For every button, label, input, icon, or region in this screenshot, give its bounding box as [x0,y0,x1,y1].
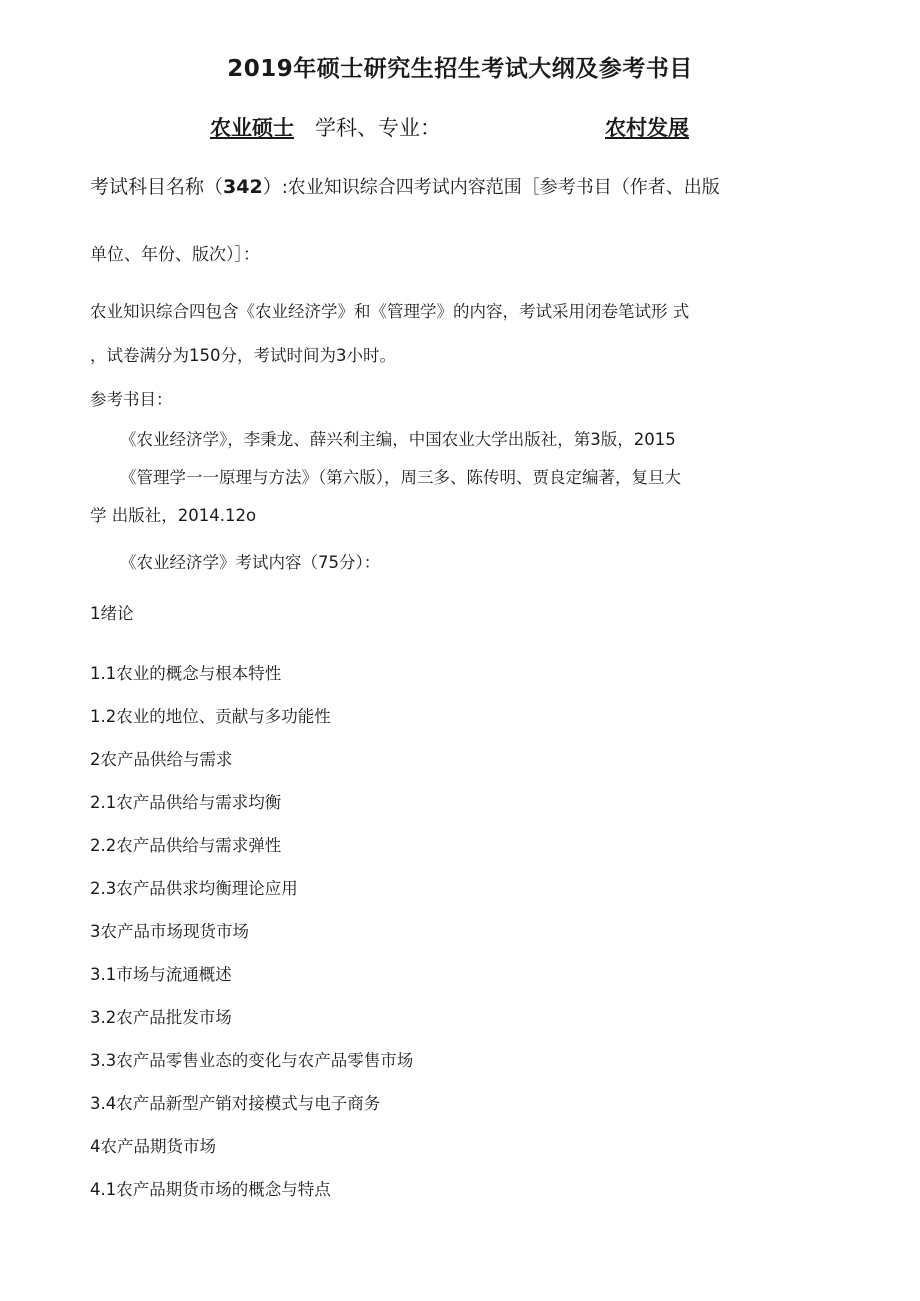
toc-item: 1.1农业的概念与根本特性 [90,664,282,683]
subject-line [210,112,710,142]
reference-book-2-line-1: 《管理学一一原理与方法》（第六版），周三多、陈传明、贾良定编著，复旦大 [120,468,681,487]
references-heading: 参考书目： [90,390,173,409]
exam-label-close: ） [262,176,282,198]
degree-type: 农业硕士 [210,116,294,140]
toc-item: 4.1农产品期货市场的概念与特点 [90,1180,331,1199]
content-heading: 《农业经济学》考试内容（75分）： [120,553,381,572]
document-title: 2019年硕士研究生招生考试大纲及参考书目 [227,56,693,82]
exam-code: 342 [223,176,263,198]
exam-subject-line-2: 单位、年份、版次）］： [90,245,260,265]
exam-subject-line [90,172,850,199]
reference-book-2-line-2: 学 出版社，2014.12o [90,506,257,525]
toc-item: 3.1市场与流通概述 [90,965,232,984]
major-name: 农村发展 [605,116,689,140]
toc-item: 4农产品期货市场 [90,1137,216,1156]
subject-label: 学科、专业： [315,116,441,140]
toc-item: 2.2农产品供给与需求弹性 [90,836,282,855]
toc-item: 1绪论 [90,604,134,623]
toc-item: 2农产品供给与需求 [90,750,233,769]
intro-line-2: ，试卷满分为150分，考试时间为3小时。 [90,346,396,365]
reference-book-1: 《农业经济学》，李秉龙、薛兴利主编，中国农业大学出版社，第3版，2015 [120,430,676,449]
toc-item: 3.4农产品新型产销对接模式与电子商务 [90,1094,381,1113]
toc-item: 3.3农产品零售业态的变化与农产品零售市场 [90,1051,414,1070]
intro-line-1: 农业知识综合四包含《农业经济学》和《管理学》的内容，考试采用闭卷笔试形 式 [90,302,690,321]
exam-label-prefix: 考试科目名称（ [90,176,224,198]
toc-item: 3农产品市场现货市场 [90,922,249,941]
toc-item: 3.2农产品批发市场 [90,1008,232,1027]
toc-item: 1.2农业的地位、贡献与多功能性 [90,707,331,726]
exam-subject-rest: :农业知识综合四考试内容范围［参考书目（作者、出版 [281,177,720,198]
toc-item: 2.1农产品供给与需求均衡 [90,793,282,812]
toc-item: 2.3农产品供求均衡理论应用 [90,879,298,898]
